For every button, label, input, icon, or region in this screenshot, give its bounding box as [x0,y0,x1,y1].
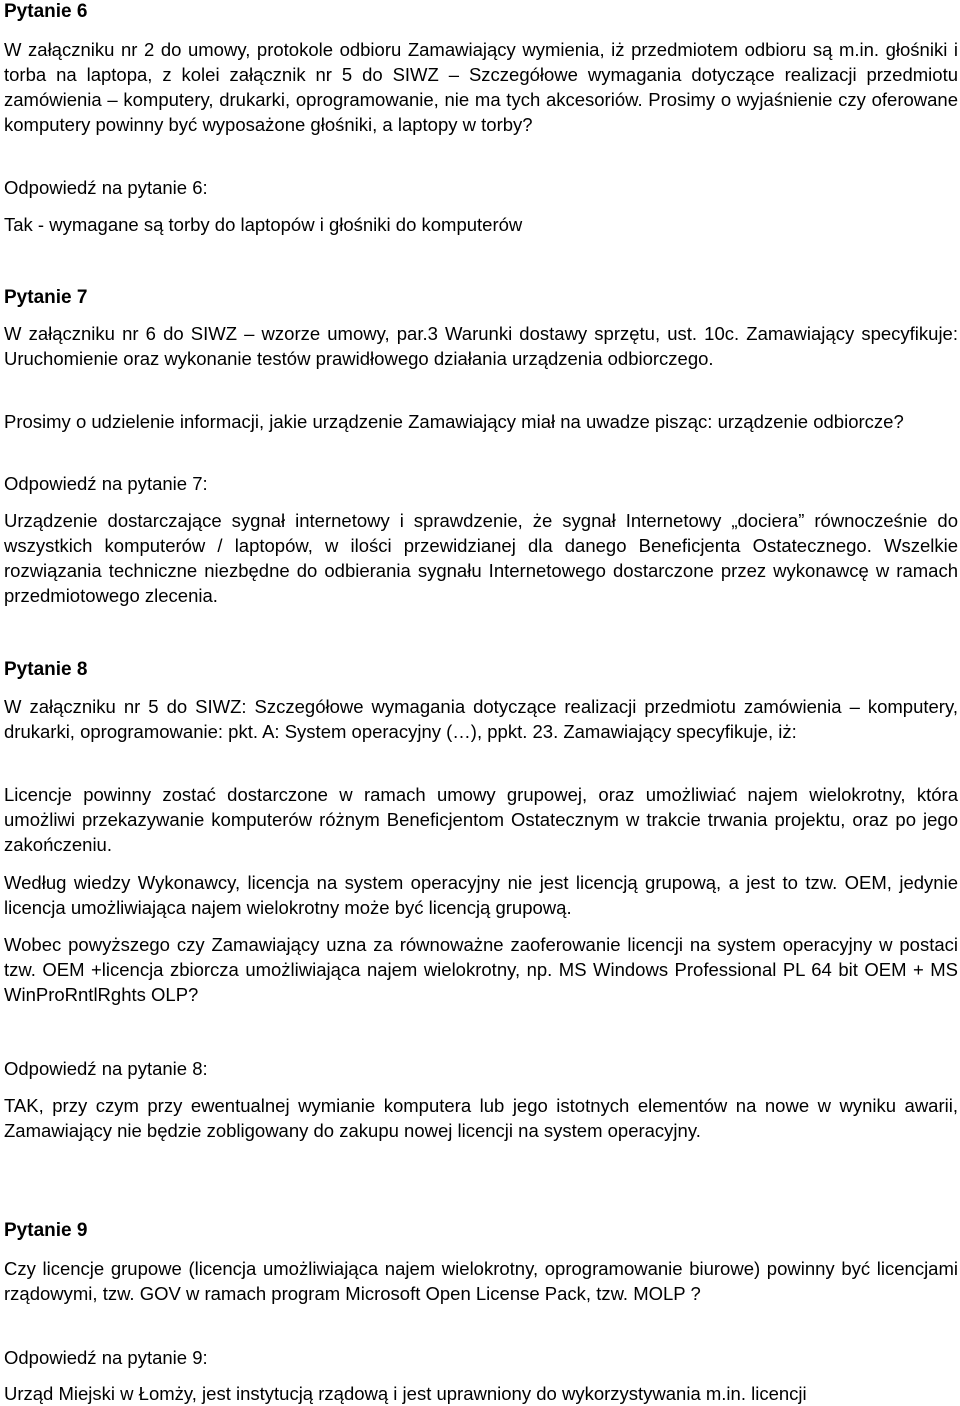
question-8-text-2: Licencje powinny zostać dostarczone w ramach umowy grupowej, oraz umożliwiać najem wielokrotny, która umożliwi przekazywanie komputerów różnym Beneficjentom Ostatecznym w trakcie trwania projektu, oraz po jego zakończeniu. [4,784,958,855]
question-8-title: Pytanie 8 [4,659,88,680]
question-9-title: Pytanie 9 [4,1220,88,1241]
question-7-title: Pytanie 7 [4,287,88,308]
answer-8-heading: Odpowiedź na pytanie 8: [4,1058,208,1079]
answer-6-heading: Odpowiedź na pytanie 6: [4,177,208,198]
answer-8-text: TAK, przy czym przy ewentualnej wymianie komputera lub jego istotnych elementów na nowe w wyniku awarii, Zamawiający nie będzie zobligowany do zakupu nowej licencji na system operacyjny. [4,1095,958,1141]
question-7-text-2: Prosimy o udzielenie informacji, jakie urządzenie Zamawiający miał na uwadze pisząc: urządzenie odbiorcze? [4,411,904,432]
answer-9-text: Urząd Miejski w Łomży, jest instytucją rządową i jest uprawniony do wykorzystywania m.in. licencji [4,1383,807,1404]
answer-7-heading: Odpowiedź na pytanie 7: [4,473,208,494]
answer-9-heading: Odpowiedź na pytanie 9: [4,1347,208,1368]
answer-7-text: Urządzenie dostarczające sygnał internetowy i sprawdzenie, że sygnał Internetowy „dociera” równocześnie do wszystkich komputerów / laptopów, w ilości przewidzianej dla danego Beneficjenta Ostatecznego. Wszelkie rozwiązania techniczne niezbędne do odbierania sygnału Internetowego dostarczone przez wykonawcę w ramach przedmiotowego zlecenia. [4,510,958,606]
question-7-text-1: W załączniku nr 6 do SIWZ – wzorze umowy, par.3 Warunki dostawy sprzętu, ust. 10c. Zamawiający specyfikuje: Uruchomienie oraz wykonanie testów prawidłowego działania urządzenia odbiorczego. [4,323,958,369]
question-8-text-1: W załączniku nr 5 do SIWZ: Szczegółowe wymagania dotyczące realizacji przedmiotu zamówienia – komputery, drukarki, oprogramowanie: pkt. A: System operacyjny (…), ppkt. 23. Zamawiający specyfikuje, iż: [4,696,958,742]
question-6-text: W załączniku nr 2 do umowy, protokole odbioru Zamawiający wymienia, iż przedmiotem odbioru są m.in. głośniki i torba na laptopa, z kolei załącznik nr 5 do SIWZ – Szczegółowe wymagania dotyczące realizacji przedmiotu zamówienia – komputery, drukarki, oprogramowanie, nie ma tych akcesoriów. Prosimy o wyjaśnienie czy oferowane komputery powinny być wyposażone głośniki, a laptopy w torby? [4,39,958,135]
question-8-text-3: Według wiedzy Wykonawcy, licencja na system operacyjny nie jest licencją grupową, a jest to tzw. OEM, jedynie licencja umożliwiająca najem wielokrotny może być licencją grupową. [4,872,958,918]
answer-6-text: Tak - wymagane są torby do laptopów i głośniki do komputerów [4,214,523,235]
question-6-title: Pytanie 6 [4,1,88,22]
question-9-text: Czy licencje grupowe (licencja umożliwiająca najem wielokrotny, oprogramowanie biurowe) powinny być licencjami rządowymi, tzw. GOV w ramach program Microsoft Open License Pack, tzw. MOLP ? [4,1258,958,1304]
question-8-text-4: Wobec powyższego czy Zamawiający uzna za równoważne zaoferowanie licencji na system operacyjny w postaci tzw. OEM +licencja zbiorcza umożliwiająca najem wielokrotny, np. MS Windows Professional PL 64 bit OEM + MS WinProRntlRghts OLP? [4,934,958,1005]
